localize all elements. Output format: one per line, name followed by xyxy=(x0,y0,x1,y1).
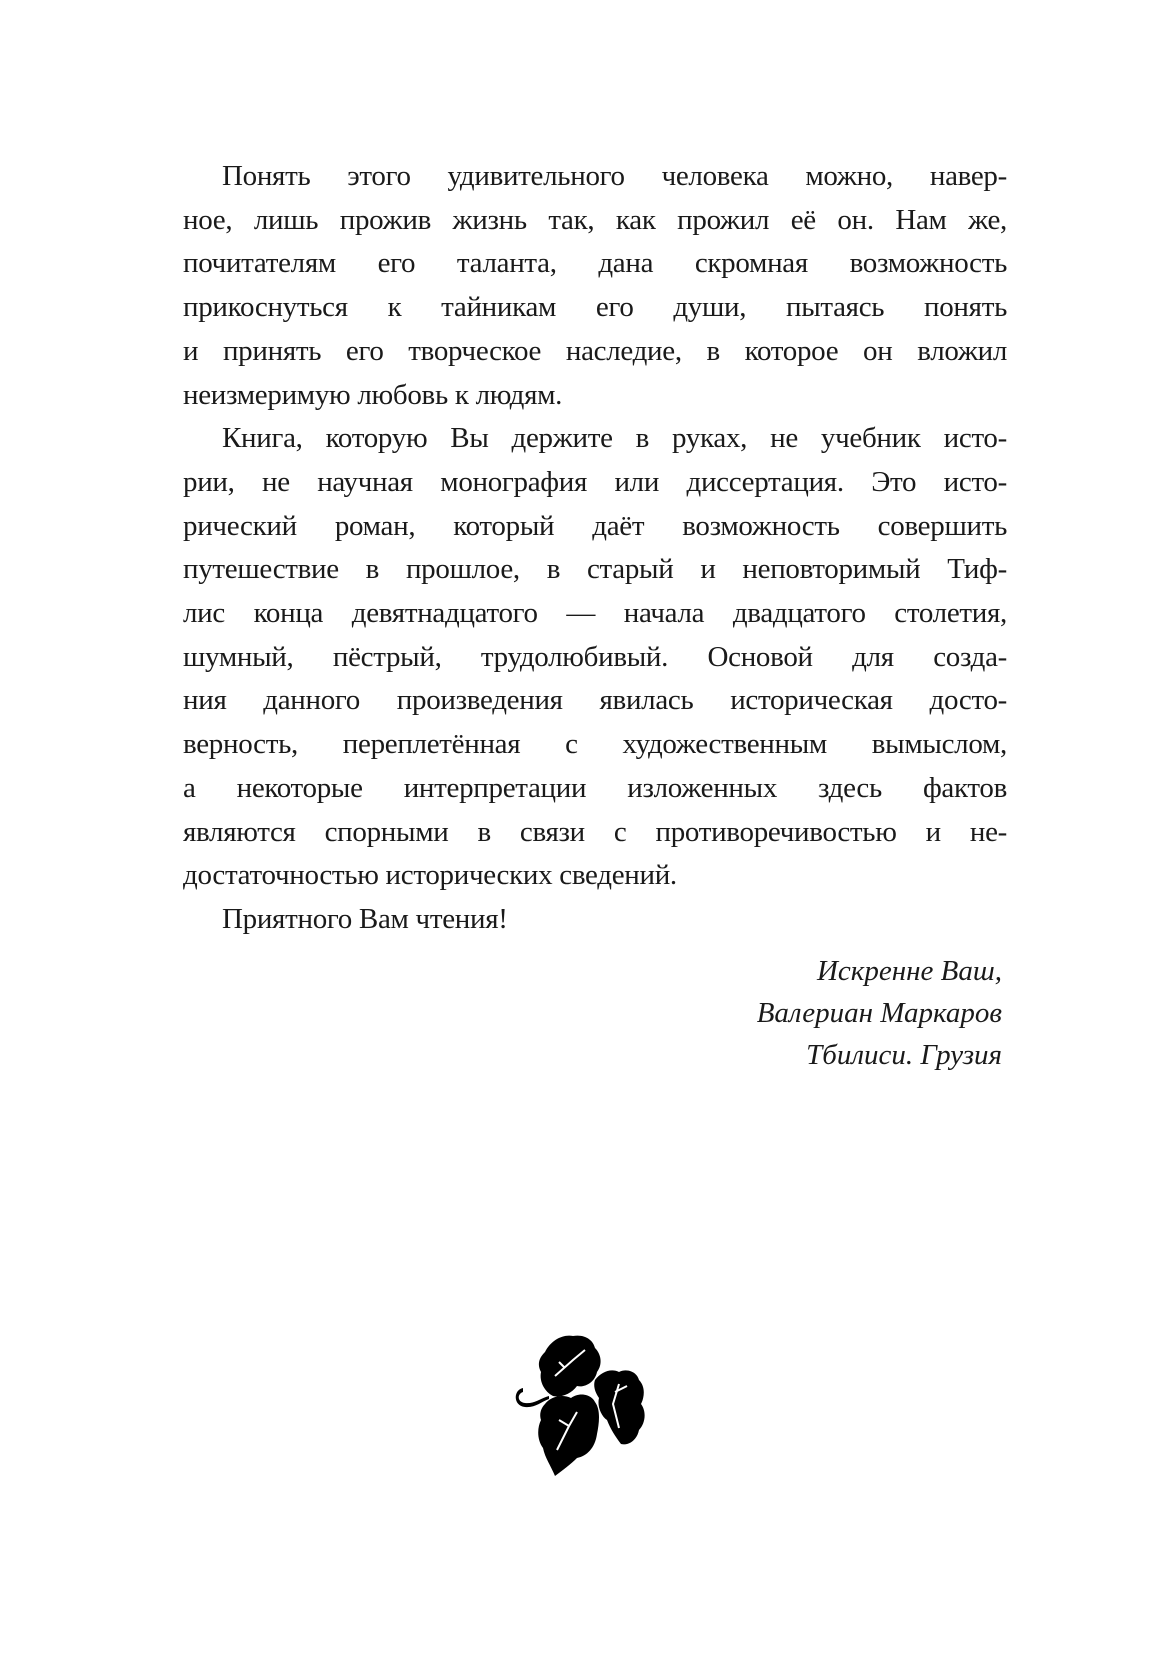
body-text xyxy=(183,155,1007,942)
text-line: шумный, пёстрый, трудолюбивый. Основой для созда- xyxy=(183,640,1007,673)
text-line: а некоторые интерпретации изложенных здесь фактов xyxy=(183,771,1007,804)
text-line: рический роман, который даёт возможность совершить xyxy=(183,509,1007,542)
signature-place: Тбилиси. Грузия xyxy=(806,1039,1002,1071)
text-line: Понять этого удивительного человека можно, навер- xyxy=(222,160,1007,192)
text-line: прикоснуться к тайникам его души, пытаясь понять xyxy=(183,291,1007,324)
text-line: являются спорными в связи с противоречивостью и не- xyxy=(183,815,1007,848)
paragraph-1 xyxy=(183,155,1007,417)
paragraph-2 xyxy=(183,417,1007,898)
text-line: почитателям его таланта, дана скромная возможность xyxy=(183,247,1007,280)
text-line: ния данного произведения явилась историческая досто- xyxy=(183,684,1007,717)
text-line: и принять его творческое наследие, в которое он вложил xyxy=(183,334,1007,367)
text-line: путешествие в прошлое, в старый и неповторимый Тиф- xyxy=(183,553,1007,586)
text-line: верность, переплетённая с художественным вымыслом, xyxy=(183,728,1007,761)
text-line: ное, лишь прожив жизнь так, как прожил её он. Нам же, xyxy=(183,203,1007,236)
text-line: достаточностью исторических сведений. xyxy=(183,859,677,892)
signature xyxy=(757,950,1002,1076)
signature-author: Валериан Маркаров xyxy=(756,997,1002,1029)
text-line: лис конца девятнадцатого — начала двадцатого столетия, xyxy=(183,597,1007,630)
ivy-leaves-icon xyxy=(515,1332,650,1482)
text-line: Книга, которую Вы держите в руках, не учебник исто- xyxy=(222,422,1007,455)
text-line: рии, не научная монография или диссертация. Это исто- xyxy=(183,465,1007,498)
signature-closing: Искренне Ваш, xyxy=(816,955,1002,987)
closing-wish: Приятного Вам чтения! xyxy=(222,902,508,935)
text-line: неизмеримую любовь к людям. xyxy=(183,378,563,411)
paragraph-3 xyxy=(183,898,1007,942)
